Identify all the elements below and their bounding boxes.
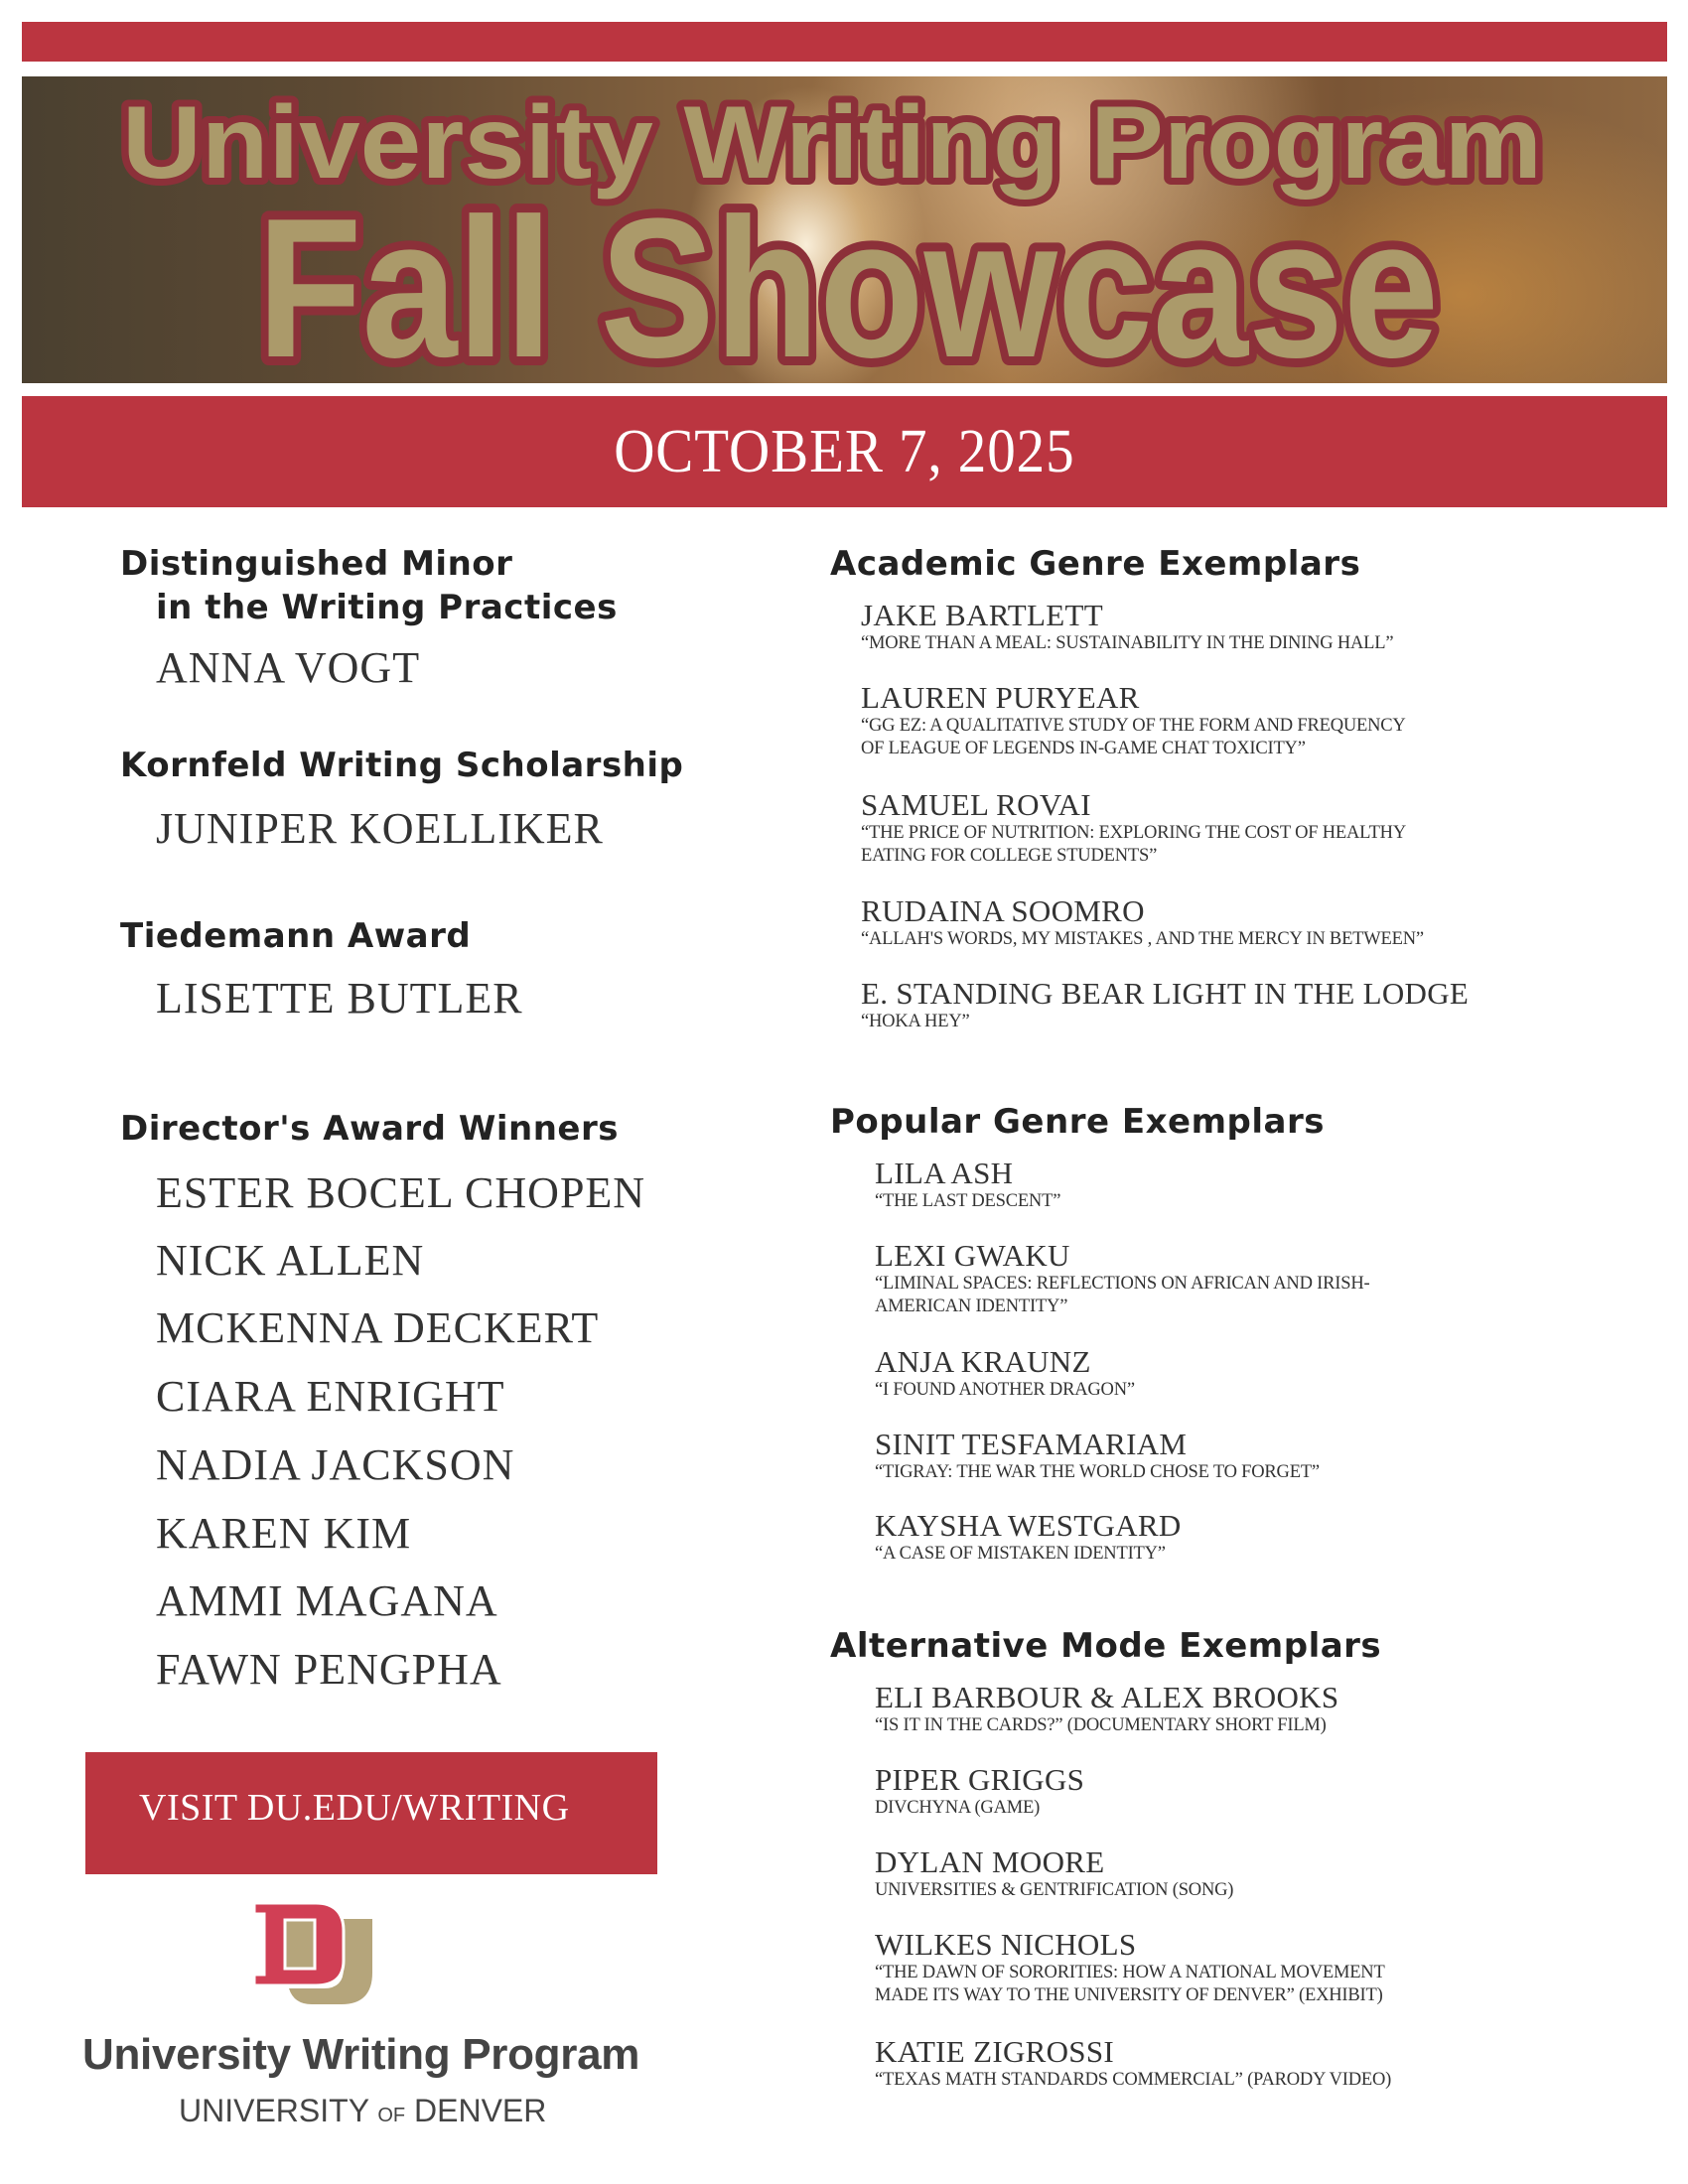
student-name: WILKES NICHOLS: [875, 1927, 1137, 1962]
banner-title-line2: Fall Showcase: [257, 178, 1439, 383]
director-award-winner: MCKENNA DECKERT: [156, 1303, 600, 1352]
exemplar-entry: [875, 1345, 1135, 1402]
exemplar-entry: [861, 681, 1406, 760]
work-title: “LIMINAL SPACES: REFLECTIONS ON AFRICAN AND IRISH- AMERICAN IDENTITY”: [875, 1274, 1370, 1316]
kornfeld-heading: Kornfeld Writing Scholarship: [120, 746, 684, 785]
exemplar-entry: [861, 599, 1393, 655]
student-name: SINIT TESFAMARIAM: [875, 1427, 1188, 1461]
exemplar-entry: [875, 1928, 1385, 2007]
tiedemann-winner: LISETTE BUTLER: [156, 974, 523, 1023]
work-title: “I FOUND ANOTHER DRAGON”: [875, 1380, 1135, 1400]
exemplar-entry: [875, 1157, 1060, 1213]
minor-heading-line1: Distinguished Minor: [120, 544, 513, 584]
work-title: “TIGRAY: THE WAR THE WORLD CHOSE TO FORGET”: [875, 1462, 1320, 1482]
director-award-winner: NICK ALLEN: [156, 1236, 425, 1285]
work-title: “HOKA HEY”: [861, 1012, 970, 1031]
exemplar-entry: [875, 1239, 1369, 1318]
exemplar-entry: [875, 1509, 1182, 1566]
work-title: “A CASE OF MISTAKEN IDENTITY”: [875, 1544, 1166, 1564]
work-title: “THE LAST DESCENT”: [875, 1191, 1061, 1211]
logo-university-name: [179, 2093, 546, 2129]
tiedemann-heading: Tiedemann Award: [120, 916, 472, 956]
alternative-heading: Alternative Mode Exemplars: [830, 1626, 1382, 1666]
director-award-winner: CIARA ENRIGHT: [156, 1372, 505, 1421]
banner-title-line1: University Writing Program: [122, 85, 1542, 201]
logo-university-b: DENVER: [414, 2093, 547, 2128]
event-date: OCTOBER 7, 2025: [614, 417, 1075, 485]
director-award-winner: FAWN PENGPHA: [156, 1645, 502, 1694]
work-title: “THE PRICE OF NUTRITION: EXPLORING THE COST OF HEALTHY EATING FOR COLLEGE STUDENTS”: [861, 823, 1406, 866]
popular-heading: Popular Genre Exemplars: [830, 1102, 1325, 1142]
visit-website-link[interactable]: [85, 1752, 657, 1874]
exemplar-entry: [875, 2035, 1391, 2092]
exemplar-entry: [861, 788, 1406, 868]
work-title: “ALLAH'S WORDS, MY MISTAKES , AND THE MERCY IN BETWEEN”: [861, 929, 1424, 949]
visit-label: VISIT DU.EDU/WRITING: [139, 1787, 570, 1829]
exemplar-entry: [861, 894, 1424, 951]
student-name: SAMUEL ROVAI: [861, 787, 1091, 822]
director-award-winner: AMMI MAGANA: [156, 1576, 498, 1625]
academic-heading: Academic Genre Exemplars: [830, 544, 1361, 584]
student-name: KAYSHA WESTGARD: [875, 1508, 1182, 1543]
work-title: “IS IT IN THE CARDS?” (DOCUMENTARY SHORT FILM): [875, 1715, 1327, 1735]
director-award-winner: ESTER BOCEL CHOPEN: [156, 1168, 646, 1217]
student-name: ELI BARBOUR & ALEX BROOKS: [875, 1680, 1339, 1714]
work-title: UNIVERSITIES & GENTRIFICATION (SONG): [875, 1880, 1234, 1900]
kornfeld-winner: JUNIPER KOELLIKER: [156, 804, 604, 853]
work-title: “THE DAWN OF SORORITIES: HOW A NATIONAL MOVEMENT MADE ITS WAY TO THE UNIVERSITY OF DENVER” (EXHIBIT): [875, 1963, 1385, 2005]
student-name: JAKE BARTLETT: [861, 598, 1103, 632]
student-name: KATIE ZIGROSSI: [875, 2034, 1114, 2069]
logo-university-a: UNIVERSITY: [179, 2093, 369, 2128]
directors-heading: Director's Award Winners: [120, 1109, 619, 1149]
director-award-winner: NADIA JACKSON: [156, 1440, 515, 1489]
exemplar-entry: [875, 1845, 1233, 1902]
work-title: “GG EZ: A QUALITATIVE STUDY OF THE FORM AND FREQUENCY OF LEAGUE OF LEGENDS IN-GAME CHAT TOXICITY”: [861, 716, 1406, 758]
banner: [22, 76, 1667, 383]
exemplar-entry: [861, 977, 1469, 1033]
exemplar-entry: [875, 1681, 1338, 1737]
logo-university-of: OF: [377, 2105, 406, 2126]
work-title: “TEXAS MATH STANDARDS COMMERCIAL” (PARODY VIDEO): [875, 2070, 1392, 2090]
du-logo-icon: [254, 1903, 378, 2007]
student-name: ANJA KRAUNZ: [875, 1344, 1091, 1379]
student-name: LILA ASH: [875, 1156, 1014, 1190]
minor-heading-line2: in the Writing Practices: [156, 588, 618, 627]
exemplar-entry: [875, 1428, 1320, 1484]
date-bar: [22, 396, 1667, 507]
student-name: PIPER GRIGGS: [875, 1762, 1085, 1797]
student-name: DYLAN MOORE: [875, 1844, 1105, 1879]
work-title: DIVCHYNA (GAME): [875, 1798, 1041, 1818]
logo-program-name: University Writing Program: [82, 2030, 640, 2079]
director-award-winner: KAREN KIM: [156, 1509, 412, 1558]
work-title: “MORE THAN A MEAL: SUSTAINABILITY IN THE DINING HALL”: [861, 633, 1394, 653]
minor-winner: ANNA VOGT: [156, 643, 421, 692]
banner-title-art: [22, 76, 1667, 383]
student-name: RUDAINA SOOMRO: [861, 893, 1145, 928]
student-name: E. STANDING BEAR LIGHT IN THE LODGE: [861, 976, 1470, 1011]
student-name: LAUREN PURYEAR: [861, 680, 1140, 715]
student-name: LEXI GWAKU: [875, 1238, 1070, 1273]
top-accent-bar: [22, 22, 1667, 62]
exemplar-entry: [875, 1763, 1084, 1820]
